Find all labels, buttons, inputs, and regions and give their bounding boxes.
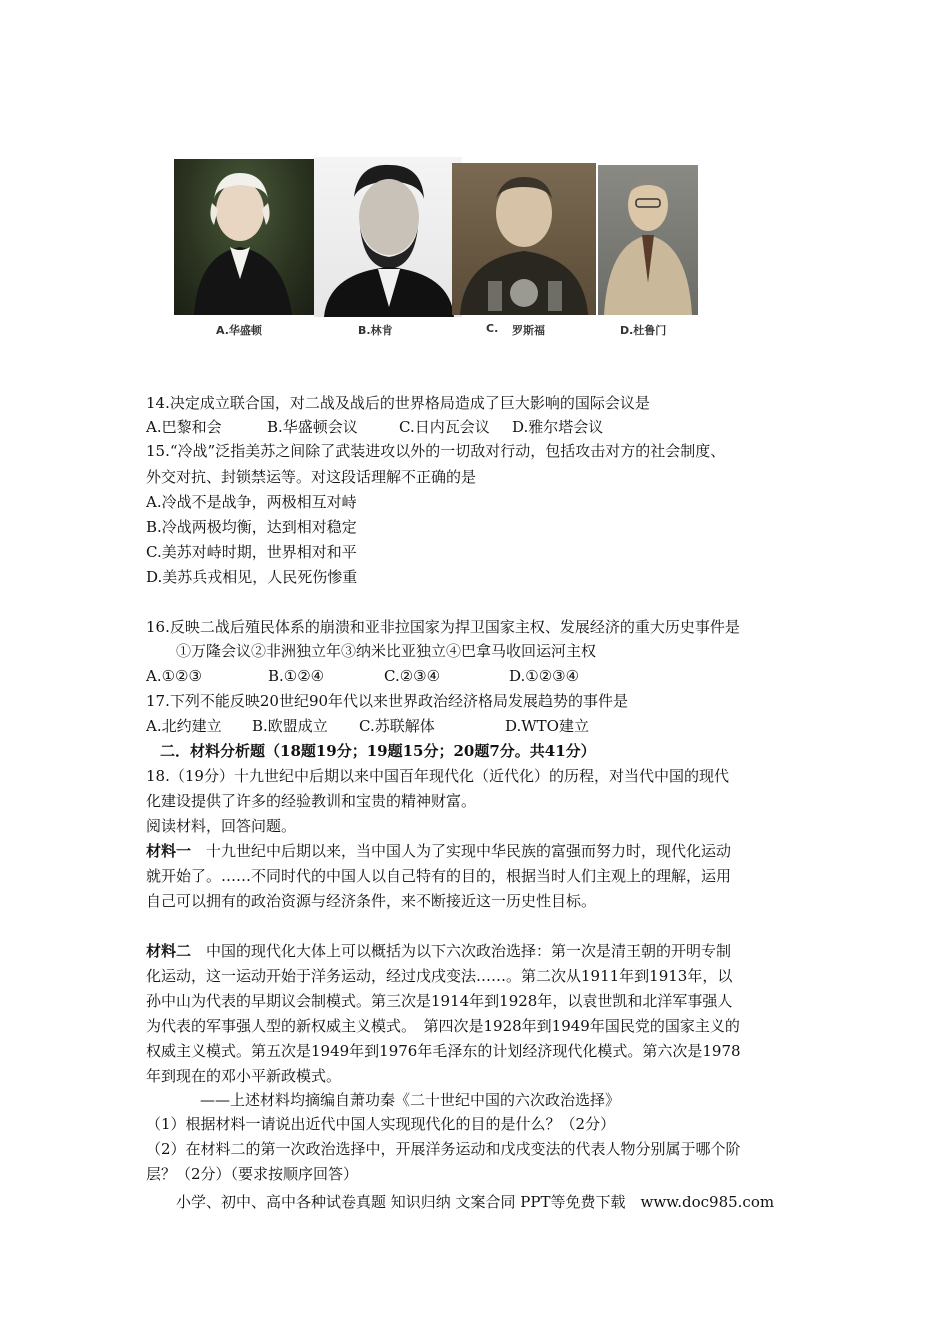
material1-line2: 就开始了。……不同时代的中国人以自己特有的目的，根据当时人们主观上的理解，运用 [146, 867, 732, 885]
q14-option-d: D.雅尔塔会议 [512, 418, 604, 436]
q18-sub2-line1: （2）在材料二的第一次政治选择中，开展洋务运动和戊戌变法的代表人物分别属于哪个阶 [146, 1140, 741, 1158]
portrait-truman [598, 165, 698, 315]
q15-stem-2: 外交对抗、封锁禁运等。对这段话理解不正确的是 [146, 468, 477, 486]
q16-option-d: D.①②③④ [509, 667, 580, 685]
q16-option-a: A.①②③ [146, 667, 202, 685]
q14-options [146, 417, 603, 437]
q17-stem: 17.下列不能反映20世纪90年代以来世界政治经济格局发展趋势的事件是 [146, 692, 629, 710]
q16-option-c: C.②③④ [384, 667, 441, 685]
material2-line5: 权威主义模式。第五次是1949年到1976年毛泽东的计划经济现代化模式。第六次是1978 [146, 1042, 741, 1060]
material1-line1: 材料一 十九世纪中后期以来，当中国人为了实现中华民族的富强而努力时，现代化运动 [146, 842, 732, 860]
caption-d: D.杜鲁门 [620, 324, 667, 337]
q14-option-b: B.华盛顿会议 [267, 418, 358, 436]
material2-line1: 材料二 中国的现代化大体上可以概括为以下六次政治选择：第一次是清王朝的开明专制 [146, 942, 732, 960]
q16-stem: 16.反映二战后殖民体系的崩溃和亚非拉国家为捍卫国家主权、发展经济的重大历史事件是 [146, 618, 740, 636]
q15-option-c: C.美苏对峙时期，世界相对和平 [146, 543, 357, 561]
material1-line3: 自己可以拥有的政治资源与经济条件，来不断接近这一历史性目标。 [146, 892, 597, 910]
portrait-washington [174, 159, 314, 315]
material2-line6: 年到现在的邓小平新政模式。 [146, 1067, 342, 1085]
q16-items: ①万隆会议②非洲独立年③纳米比亚独立④巴拿马收回运河主权 [176, 642, 597, 660]
material2-line2: 化运动，这一运动开始于洋务运动，经过戊戌变法……。第二次从1911年到1913年，以 [146, 967, 733, 985]
q18-intro-2: 化建设提供了许多的经验教训和宝贵的精神财富。 [146, 792, 477, 810]
q16-options [146, 666, 579, 686]
q15-option-a: A.冷战不是战争，两极相互对峙 [146, 493, 357, 511]
portrait-roosevelt [452, 163, 596, 315]
q14-option-a: A.巴黎和会 [146, 418, 222, 436]
portrait-strip [174, 157, 698, 315]
q17-option-b: B.欧盟成立 [252, 717, 328, 735]
q15-option-d: D.美苏兵戎相见，人民死伤惨重 [146, 568, 358, 586]
material-source: ——上述材料均摘编自萧功秦《二十世纪中国的六次政治选择》 [200, 1091, 621, 1109]
material2-line3: 孙中山为代表的早期议会制模式。第三次是1914年到1928年，以袁世凯和北洋军事强人 [146, 992, 733, 1010]
q14-option-c: C.日内瓦会议 [399, 418, 490, 436]
caption-c-name: 罗斯福 [512, 324, 545, 337]
q17-options [146, 716, 589, 736]
material2-label: 材料二 [146, 942, 192, 960]
q17-option-c: C.苏联解体 [359, 717, 435, 735]
q18-intro-1: 18.（19分）十九世纪中后期以来中国百年现代化（近代化）的历程，对当代中国的现代 [146, 767, 729, 785]
q14-stem: 14.决定成立联合国，对二战及战后的世界格局造成了巨大影响的国际会议是 [146, 394, 650, 412]
q15-stem-1: 15.“冷战”泛指美苏之间除了武装进攻以外的一切敌对行动，包括攻击对方的社会制度、 [146, 442, 726, 460]
caption-b: B.林肯 [358, 324, 393, 337]
caption-a: A.华盛顿 [216, 324, 262, 337]
caption-c-letter: C. [486, 322, 499, 335]
q17-option-d: D.WTO建立 [505, 717, 589, 735]
q16-option-b: B.①②④ [268, 667, 325, 685]
page-footer: 小学、初中、高中各种试卷真题 知识归纳 文案合同 PPT等免费下载 www.doc985.com [176, 1193, 775, 1211]
section2-title: 二．材料分析题（18题19分；19题15分；20题7分。共41分） [160, 742, 596, 760]
material2-line4: 为代表的军事强人型的新权威主义模式。 第四次是1928年到1949年国民党的国家主义的 [146, 1017, 740, 1035]
q17-option-a: A.北约建立 [146, 717, 222, 735]
q18-sub2-line2: 层？（2分）（要求按顺序回答） [146, 1165, 359, 1183]
material1-label: 材料一 [146, 842, 192, 860]
portrait-captions [174, 322, 698, 344]
q18-sub1: （1）根据材料一请说出近代中国人实现现代化的目的是什么？（2分） [146, 1115, 616, 1133]
portrait-lincoln [314, 157, 462, 317]
q15-option-b: B.冷战两极均衡，达到相对稳定 [146, 518, 357, 536]
q18-read: 阅读材料，回答问题。 [146, 817, 297, 835]
